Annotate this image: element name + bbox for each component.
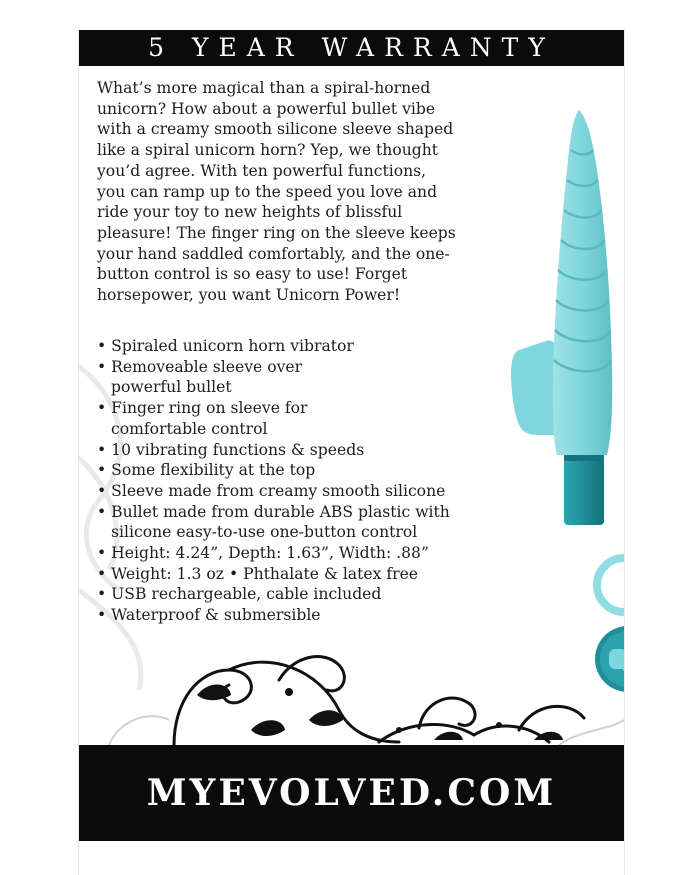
warranty-banner: 5 YEAR WARRANTY xyxy=(79,30,624,66)
feature-item: • Removeable sleeve over powerful bullet xyxy=(97,357,341,398)
feature-item: • Some flexibility at the top xyxy=(97,460,517,481)
product-card xyxy=(78,30,625,875)
feature-item: • Weight: 1.3 oz • Phthalate & latex free xyxy=(97,564,517,585)
website-footer: MYEVOLVED.COM xyxy=(79,745,624,841)
feature-item: • Bullet made from durable ABS plastic with silicone easy-to-use one-button control xyxy=(97,502,511,543)
feature-item: • Sleeve made from creamy smooth silicone xyxy=(97,481,517,502)
feature-item: • 10 vibrating functions & speeds xyxy=(97,440,517,461)
feature-item: • Spiraled unicorn horn vibrator xyxy=(97,336,517,357)
feature-item: • Waterproof & submersible xyxy=(97,605,517,626)
product-description: What’s more magical than a spiral-horned unicorn? How about a powerful bullet vibe with a creamy smooth silicone sleeve shaped like a spiral unicorn horn? Yep, we thought you’d agree. With ten powerful functions, you can ramp up to the speed you love and ride your toy to new heights of blissful pleasure! The finger ring on the sleeve keeps your hand saddled comfortably, and the one-button control is so easy to use! Forget horsepower, you want Unicorn Power! xyxy=(97,79,456,305)
product-sleeve-illustration xyxy=(509,110,614,530)
bullet-base-illustration xyxy=(593,624,625,694)
feature-item: • Finger ring on sleeve for comfortable control xyxy=(97,398,341,439)
finger-ring-illustration xyxy=(589,550,625,620)
feature-item: • USB rechargeable, cable included xyxy=(97,584,517,605)
feature-item: • Height: 4.24”, Depth: 1.63”, Width: .88” xyxy=(97,543,517,564)
